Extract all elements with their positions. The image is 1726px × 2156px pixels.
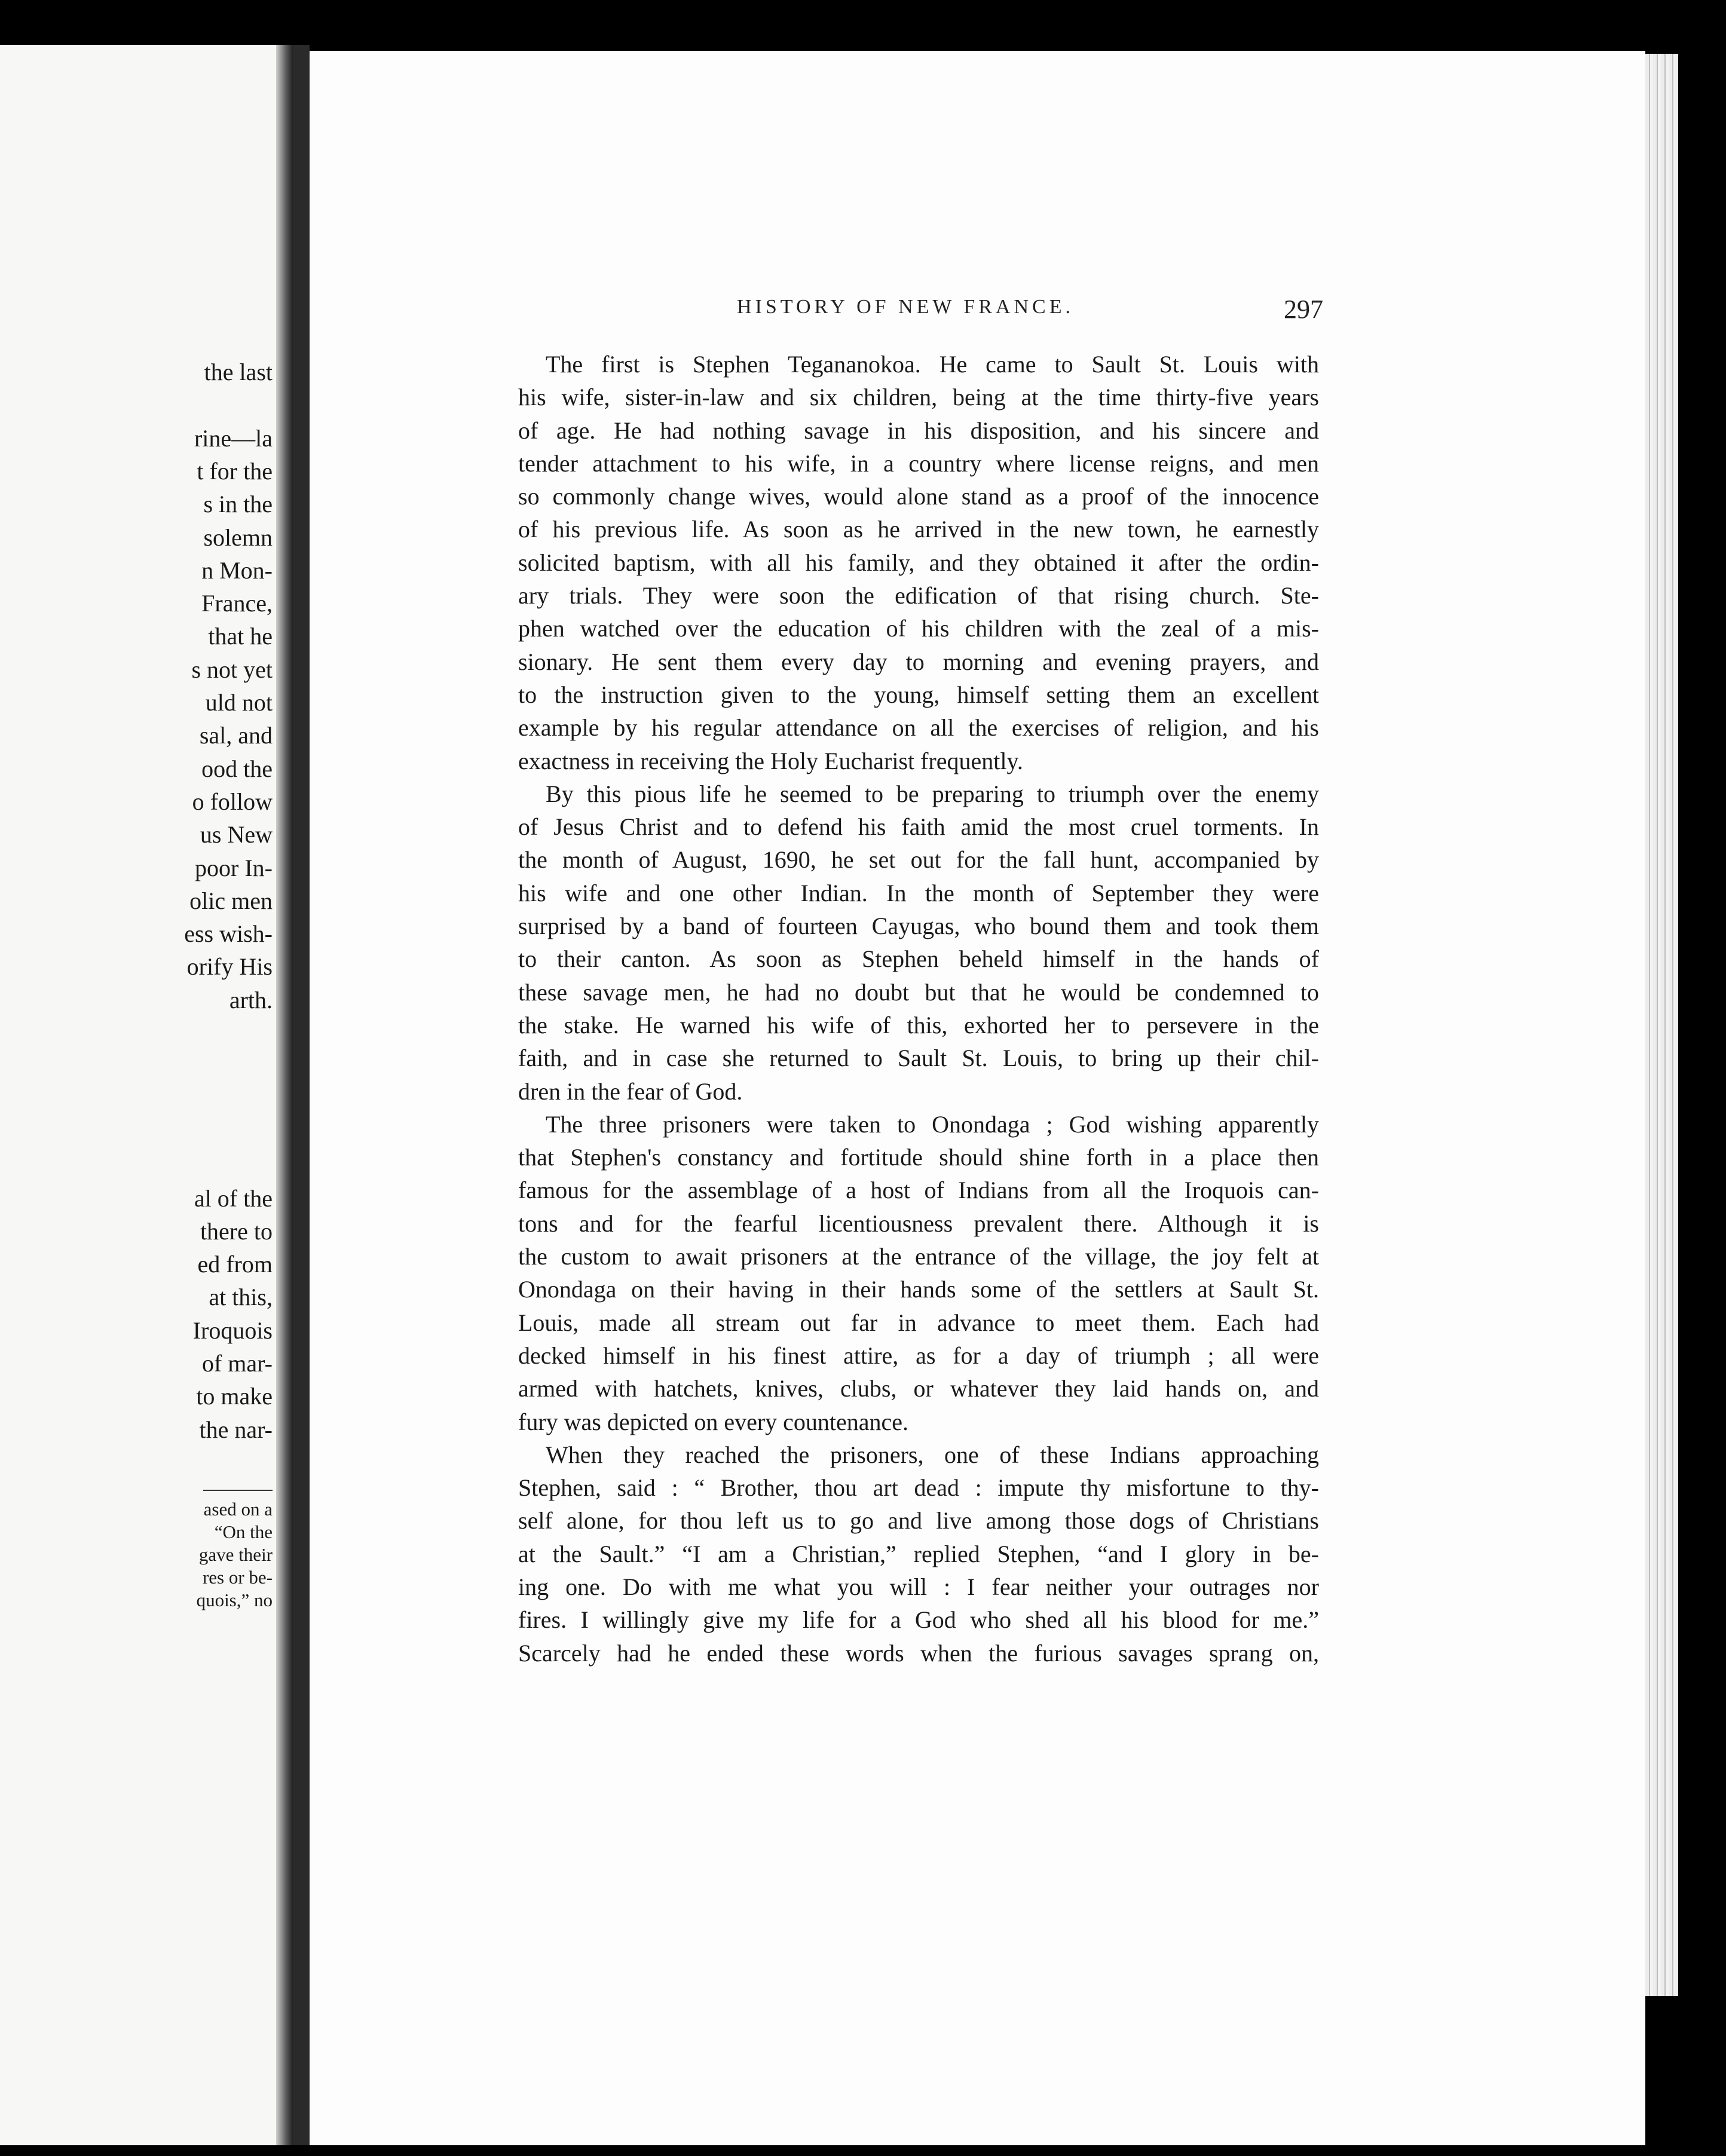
left-text-line: ood the <box>201 755 273 782</box>
text-line: faith, and in case she returned to Sault St. Louis, to bring up their chil- <box>518 1045 1319 1072</box>
text-line: The three prisoners were taken to Onondaga ; God wishing apparently <box>546 1110 1319 1138</box>
left-text-line: of mar- <box>201 1350 273 1377</box>
left-text-line: olic men <box>189 887 273 914</box>
text-line: tender attachment to his wife, in a country where license reigns, and men <box>518 449 1319 477</box>
text-line: tons and for the fearful licentiousness prevalent there. Although it is <box>518 1209 1319 1237</box>
left-text-line: uld not <box>205 689 273 716</box>
text-line: solicited baptism, with all his family, and they obtained it after the ordin- <box>518 549 1319 576</box>
left-text-line: poor In- <box>195 854 273 881</box>
left-text-line: n Mon- <box>201 556 273 584</box>
left-text-line: Iroquois <box>192 1316 273 1344</box>
left-text-line: the nar- <box>199 1416 273 1443</box>
left-footnote-line: res or be- <box>202 1567 273 1588</box>
text-line: to their canton. As soon as Stephen beheld himself in the hands of <box>518 945 1319 973</box>
left-text-line: to make <box>196 1383 273 1410</box>
text-line: Scarcely had he ended these words when the furious savages sprang on, <box>518 1639 1319 1667</box>
text-line: surprised by a band of fourteen Cayugas, who bound them and took them <box>518 912 1319 940</box>
left-text-line: arth. <box>229 986 273 1013</box>
left-text-line: orify His <box>186 953 273 981</box>
text-line: the month of August, 1690, he set out for the fall hunt, accompanied by <box>518 846 1319 874</box>
running-head: HISTORY OF NEW FRANCE. <box>737 296 1074 318</box>
text-line: phen watched over the education of his children with the zeal of a mis- <box>518 615 1319 642</box>
left-footnote-line: “On the <box>214 1521 273 1542</box>
text-line: so commonly change wives, would alone stand as a proof of the innocence <box>518 483 1319 510</box>
left-text-line: the last <box>204 359 273 385</box>
text-line: armed with hatchets, knives, clubs, or whatever they laid hands on, and <box>518 1375 1319 1402</box>
gutter-shadow <box>276 45 293 2145</box>
text-line: of Jesus Christ and to defend his faith amid the most cruel torments. In <box>518 813 1319 841</box>
text-line: decked himself in his finest attire, as for a day of triumph ; all were <box>518 1342 1319 1369</box>
left-text-line: ess wish- <box>184 920 273 948</box>
body-text <box>518 348 1319 1670</box>
page-edge <box>1645 54 1678 1996</box>
left-text-line: rine—la <box>194 424 273 452</box>
text-line: The first is Stephen Tegananokoa. He came to Sault St. Louis with <box>546 351 1319 378</box>
text-line: at the Sault.” “I am a Christian,” replied Stephen, “and I glory in be- <box>518 1540 1319 1567</box>
left-text-line: us New <box>200 821 273 849</box>
text-line: the custom to await prisoners at the entrance of the village, the joy felt at <box>518 1243 1319 1270</box>
left-text-line: t for the <box>197 457 273 485</box>
left-footnote-line: quois,” no <box>196 1590 273 1610</box>
text-line: fires. I willingly give my life for a God who shed all his blood for me.” <box>518 1606 1319 1634</box>
text-line: to the instruction given to the young, himself setting them an excellent <box>518 681 1319 708</box>
text-line: his wife and one other Indian. In the month of September they were <box>518 879 1319 906</box>
text-line: exactness in receiving the Holy Eucharist frequently. <box>518 747 1023 774</box>
text-line: fury was depicted on every countenance. <box>518 1408 909 1435</box>
page-number: 297 <box>1284 295 1323 324</box>
text-line: self alone, for thou left us to go and live among those dogs of Christians <box>518 1507 1319 1535</box>
text-line: dren in the fear of God. <box>518 1077 743 1105</box>
text-line: the stake. He warned his wife of this, exhorted her to persevere in the <box>518 1011 1319 1039</box>
text-line: of age. He had nothing savage in his disposition, and his sincere and <box>518 416 1319 444</box>
text-line: Louis, made all stream out far in advance to meet them. Each had <box>518 1309 1319 1336</box>
left-text-line: s in the <box>203 491 273 518</box>
text-line: Stephen, said : “ Brother, thou art dead : impute thy misfortune to thy- <box>518 1474 1319 1502</box>
left-text-line: at this, <box>209 1284 273 1311</box>
text-line: sionary. He sent them every day to morning and evening prayers, and <box>518 648 1319 675</box>
text-line: ary trials. They were soon the edification of that rising church. Ste- <box>518 582 1319 610</box>
left-footnote-line: ased on a <box>203 1499 273 1520</box>
text-line: that Stephen's constancy and fortitude should shine forth in a place then <box>518 1144 1319 1171</box>
left-footnote-line: gave their <box>198 1544 273 1565</box>
left-text-line: al of the <box>194 1184 273 1212</box>
left-text-line: France, <box>201 590 273 617</box>
text-line: example by his regular attendance on all the exercises of religion, and his <box>518 714 1319 742</box>
left-text-line: there to <box>200 1217 273 1245</box>
left-text-line: sal, and <box>199 722 273 749</box>
left-text-line: s not yet <box>191 656 273 683</box>
footnote-rule <box>203 1490 273 1491</box>
book-binding <box>293 45 310 2145</box>
left-text-line: ed from <box>197 1251 273 1278</box>
left-text-line: that he <box>208 623 273 650</box>
text-line: of his previous life. As soon as he arrived in the new town, he earnestly <box>518 516 1319 543</box>
text-line: famous for the assemblage of a host of Indians from all the Iroquois can- <box>518 1177 1319 1204</box>
left-page <box>0 45 293 2145</box>
text-line: When they reached the prisoners, one of these Indians approaching <box>546 1441 1319 1468</box>
text-line: Onondaga on their having in their hands some of the settlers at Sault St. <box>518 1276 1319 1303</box>
text-line: By this pious life he seemed to be preparing to triumph over the enemy <box>546 780 1319 807</box>
left-text-line: o follow <box>192 788 273 815</box>
text-line: ing one. Do with me what you will : I fear neither your outrages nor <box>518 1573 1319 1600</box>
left-text-line: solemn <box>203 523 273 551</box>
text-line: his wife, sister-in-law and six children, being at the time thirty-five years <box>518 384 1319 411</box>
text-line: these savage men, he had no doubt but that he would be condemned to <box>518 978 1319 1006</box>
